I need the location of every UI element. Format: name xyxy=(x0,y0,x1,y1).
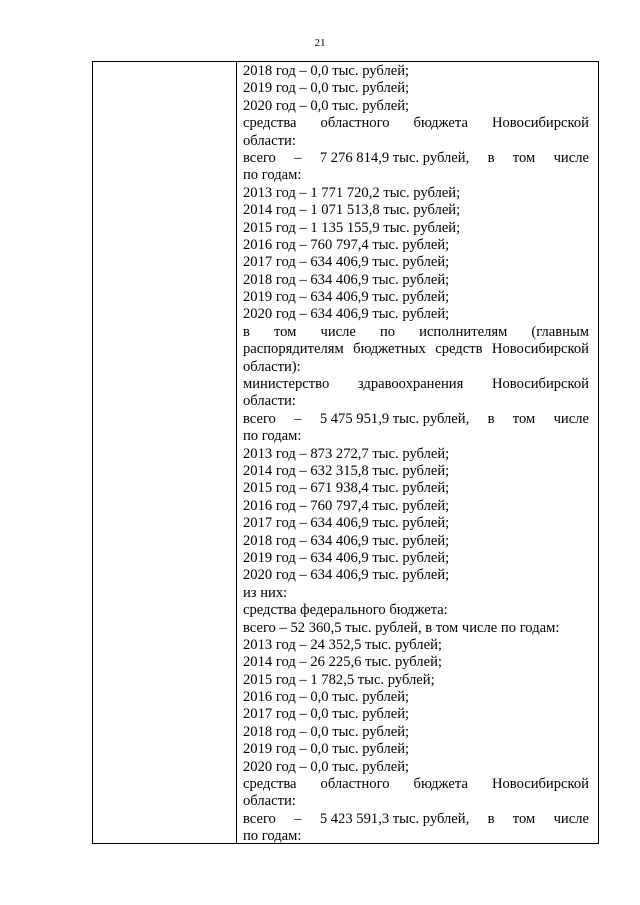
text-word: 5 475 951,9 тыс. рублей, xyxy=(319,410,470,427)
text-line xyxy=(243,341,589,358)
text-line: по годам: xyxy=(243,428,302,445)
text-word: числе xyxy=(553,149,589,166)
text-word: числе xyxy=(553,810,589,827)
text-line: области: xyxy=(243,793,296,810)
text-line: 2013 год – 873 272,7 тыс. рублей; xyxy=(243,445,450,462)
text-line: 2013 год – 24 352,5 тыс. рублей; xyxy=(243,636,442,653)
text-word: Новосибирской xyxy=(491,776,589,793)
text-word: 5 423 591,3 тыс. рублей, xyxy=(319,810,470,827)
text-word: том xyxy=(512,810,536,827)
text-line: 2018 год – 0,0 тыс. рублей; xyxy=(243,723,410,740)
text-line: 2019 год – 634 406,9 тыс. рублей; xyxy=(243,289,450,306)
text-line: 2020 год – 0,0 тыс. рублей; xyxy=(243,97,410,114)
text-word: Новосибирской xyxy=(491,376,589,393)
text-line: 2013 год – 1 771 720,2 тыс. рублей; xyxy=(243,184,461,201)
text-word: Новосибирской xyxy=(491,341,589,358)
text-line: области: xyxy=(243,132,296,149)
text-word: том xyxy=(512,149,536,166)
text-word: в xyxy=(487,410,495,427)
text-line: 2016 год – 760 797,4 тыс. рублей; xyxy=(243,236,450,253)
text-line xyxy=(243,115,589,132)
text-line: 2017 год – 0,0 тыс. рублей; xyxy=(243,706,410,723)
text-word: – xyxy=(294,149,302,166)
text-word: средства xyxy=(243,776,297,793)
text-line xyxy=(243,324,589,341)
text-word: том xyxy=(273,323,297,340)
text-line: 2015 год – 1 135 155,9 тыс. рублей; xyxy=(243,219,461,236)
text-line: 2014 год – 632 315,8 тыс. рублей; xyxy=(243,462,450,479)
text-word: в xyxy=(243,323,250,340)
text-line: 2018 год – 634 406,9 тыс. рублей; xyxy=(243,532,450,549)
text-word: бюджета xyxy=(413,115,468,132)
text-word: – xyxy=(294,410,302,427)
text-word: в xyxy=(487,810,495,827)
text-line: по годам: xyxy=(243,167,302,184)
text-line: 2014 год – 26 225,6 тыс. рублей; xyxy=(243,654,442,671)
text-word: (главным xyxy=(531,323,589,340)
text-word: – xyxy=(294,810,302,827)
text-line: 2015 год – 671 938,4 тыс. рублей; xyxy=(243,480,450,497)
text-word: министерство xyxy=(243,376,330,393)
text-word: Новосибирской xyxy=(491,115,589,132)
text-word: числе xyxy=(320,323,356,340)
text-line: 2019 год – 0,0 тыс. рублей; xyxy=(243,741,410,758)
text-word: бюджета xyxy=(413,776,468,793)
text-line: 2020 год – 634 406,9 тыс. рублей; xyxy=(243,567,450,584)
text-word: областного xyxy=(320,776,390,793)
text-line: 2014 год – 1 071 513,8 тыс. рублей; xyxy=(243,202,461,219)
text-word: всего xyxy=(243,410,276,427)
text-word: распорядителям xyxy=(243,341,344,358)
text-word: в xyxy=(487,149,495,166)
text-word: исполнителям xyxy=(419,323,508,340)
text-word: том xyxy=(512,410,536,427)
text-line xyxy=(243,150,589,167)
text-line: 2017 год – 634 406,9 тыс. рублей; xyxy=(243,254,450,271)
text-line: 2017 год – 634 406,9 тыс. рублей; xyxy=(243,515,450,532)
text-line xyxy=(243,776,589,793)
text-line: 2019 год – 634 406,9 тыс. рублей; xyxy=(243,549,450,566)
text-word: областного xyxy=(320,115,390,132)
text-word: 7 276 814,9 тыс. рублей, xyxy=(319,149,470,166)
text-word: по xyxy=(379,323,396,340)
text-line: 2018 год – 634 406,9 тыс. рублей; xyxy=(243,271,450,288)
text-line xyxy=(243,411,589,428)
text-word: средства xyxy=(243,115,297,132)
text-line: средства федерального бюджета: xyxy=(243,602,448,619)
text-line xyxy=(243,811,589,828)
text-line: 2020 год – 0,0 тыс. рублей; xyxy=(243,758,410,775)
text-word: здравоохранения xyxy=(357,376,464,393)
table-top-border xyxy=(93,61,598,62)
funding-text-cell xyxy=(243,63,589,846)
text-line: 2016 год – 0,0 тыс. рублей; xyxy=(243,689,410,706)
text-line: 2015 год – 1 782,5 тыс. рублей; xyxy=(243,671,435,688)
text-line: области): xyxy=(243,358,301,375)
text-line: по годам: xyxy=(243,828,302,845)
text-line: 2020 год – 634 406,9 тыс. рублей; xyxy=(243,306,450,323)
text-line: 2019 год – 0,0 тыс. рублей; xyxy=(243,80,410,97)
text-word: числе xyxy=(553,410,589,427)
text-line: 2016 год – 760 797,4 тыс. рублей; xyxy=(243,497,450,514)
column-divider xyxy=(236,61,237,843)
text-word: всего xyxy=(243,810,276,827)
text-line: всего – 52 360,5 тыс. рублей, в том числе по годам: xyxy=(243,619,560,636)
text-line xyxy=(243,376,589,393)
text-word: средств xyxy=(435,341,483,358)
text-word: всего xyxy=(243,149,276,166)
text-line: области: xyxy=(243,393,296,410)
page-number: 21 xyxy=(314,37,326,49)
text-word: бюджетных xyxy=(353,341,426,358)
text-line: из них: xyxy=(243,584,288,601)
funding-table xyxy=(92,61,599,844)
text-line: 2018 год – 0,0 тыс. рублей; xyxy=(243,63,410,79)
